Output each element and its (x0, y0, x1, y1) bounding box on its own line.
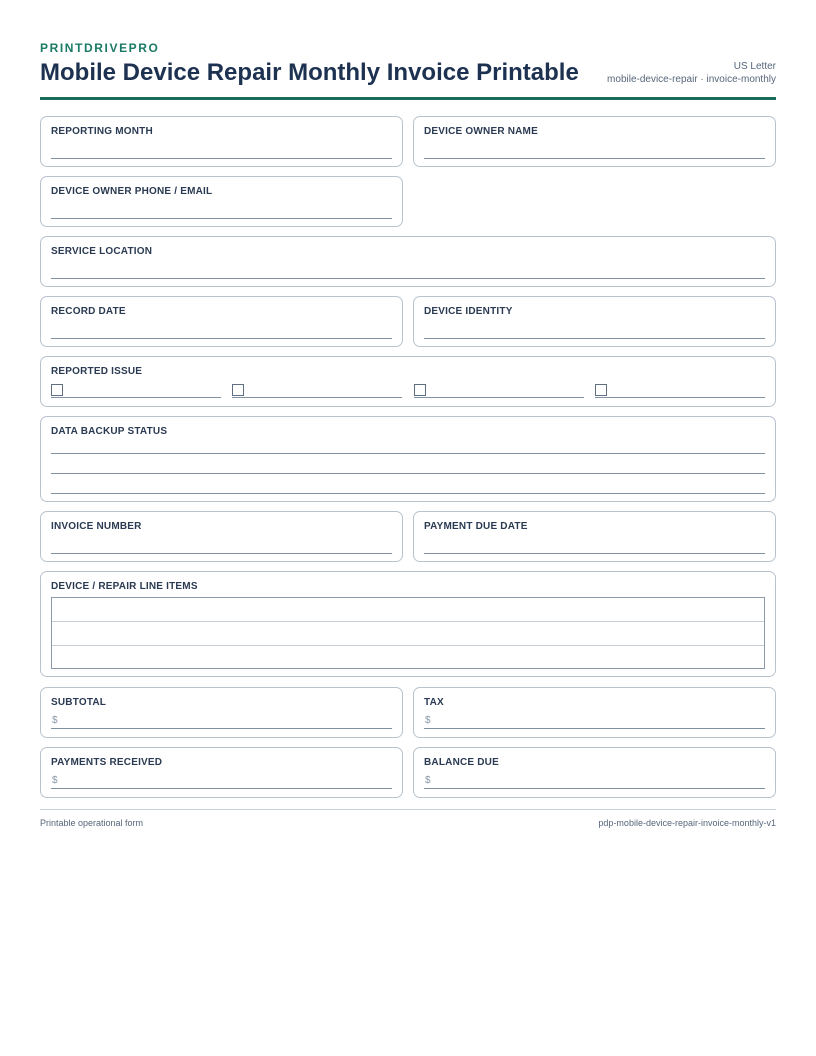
footer-divider (40, 809, 776, 810)
footer-form-type: Printable operational form (40, 818, 144, 828)
payments-received-input-line[interactable] (51, 788, 392, 789)
reporting-month-field (40, 116, 403, 167)
device-owner-contact-field (40, 176, 403, 227)
balance-due-label: BALANCE DUE (424, 757, 499, 768)
balance-due-input-line[interactable] (424, 788, 765, 789)
checkbox[interactable] (595, 384, 607, 396)
device-identity-input-line[interactable] (424, 338, 765, 339)
reported-issue-label: REPORTED ISSUE (51, 366, 143, 377)
service-location-input-line[interactable] (51, 278, 765, 279)
payments-received-label: PAYMENTS RECEIVED (51, 757, 163, 768)
option-input-line[interactable] (51, 397, 221, 398)
currency-symbol: $ (52, 715, 58, 726)
tax-field (413, 687, 776, 738)
record-date-label: RECORD DATE (51, 306, 126, 317)
table-row-divider (52, 621, 764, 622)
tax-label: TAX (424, 697, 444, 708)
record-date-input-line[interactable] (51, 338, 392, 339)
device-owner-name-input-line[interactable] (424, 158, 765, 159)
payments-received-field (40, 747, 403, 798)
checkbox[interactable] (51, 384, 63, 396)
data-backup-status-field (40, 416, 776, 502)
reporting-month-input-line[interactable] (51, 158, 392, 159)
backup-status-line-1[interactable] (51, 453, 765, 454)
table-row-divider (52, 645, 764, 646)
header-divider (40, 97, 776, 100)
option-input-line[interactable] (595, 397, 765, 398)
line-items-field (40, 571, 776, 677)
backup-status-line-3[interactable] (51, 493, 765, 494)
reporting-month-label: REPORTING MONTH (51, 126, 153, 137)
payment-due-date-label: PAYMENT DUE DATE (424, 521, 528, 532)
payment-due-date-input-line[interactable] (424, 553, 765, 554)
device-owner-name-label: DEVICE OWNER NAME (424, 126, 538, 137)
subtotal-label: SUBTOTAL (51, 697, 107, 708)
brand-name: PRINTDRIVEPRO (40, 41, 160, 55)
subtotal-input-line[interactable] (51, 728, 392, 729)
device-owner-contact-input-line[interactable] (51, 218, 392, 219)
currency-symbol: $ (52, 775, 58, 786)
checkbox[interactable] (414, 384, 426, 396)
tax-input-line[interactable] (424, 728, 765, 729)
page-meta (607, 60, 776, 86)
invoice-number-input-line[interactable] (51, 553, 392, 554)
invoice-number-label: INVOICE NUMBER (51, 521, 142, 532)
data-backup-status-label: DATA BACKUP STATUS (51, 426, 168, 437)
service-location-label: SERVICE LOCATION (51, 246, 153, 257)
line-items-label: DEVICE / REPAIR LINE ITEMS (51, 581, 198, 592)
balance-due-field (413, 747, 776, 798)
backup-status-line-2[interactable] (51, 473, 765, 474)
record-date-field (40, 296, 403, 347)
subtotal-field (40, 687, 403, 738)
footer-form-id: pdp-mobile-device-repair-invoice-monthly-v1 (598, 818, 776, 828)
service-location-field (40, 236, 776, 287)
device-owner-name-field (413, 116, 776, 167)
reported-issue-field (40, 356, 776, 407)
checkbox[interactable] (232, 384, 244, 396)
device-identity-label: DEVICE IDENTITY (424, 306, 513, 317)
currency-symbol: $ (425, 715, 431, 726)
paper-size: US Letter (733, 61, 776, 72)
line-items-table (51, 597, 765, 669)
device-owner-contact-label: DEVICE OWNER PHONE / EMAIL (51, 186, 213, 197)
payment-due-date-field (413, 511, 776, 562)
currency-symbol: $ (425, 775, 431, 786)
invoice-number-field (40, 511, 403, 562)
page-title: Mobile Device Repair Monthly Invoice Printable (40, 59, 579, 86)
option-input-line[interactable] (414, 397, 584, 398)
option-input-line[interactable] (232, 397, 402, 398)
form-tags: mobile-device-repair · invoice-monthly (607, 74, 776, 85)
device-identity-field (413, 296, 776, 347)
